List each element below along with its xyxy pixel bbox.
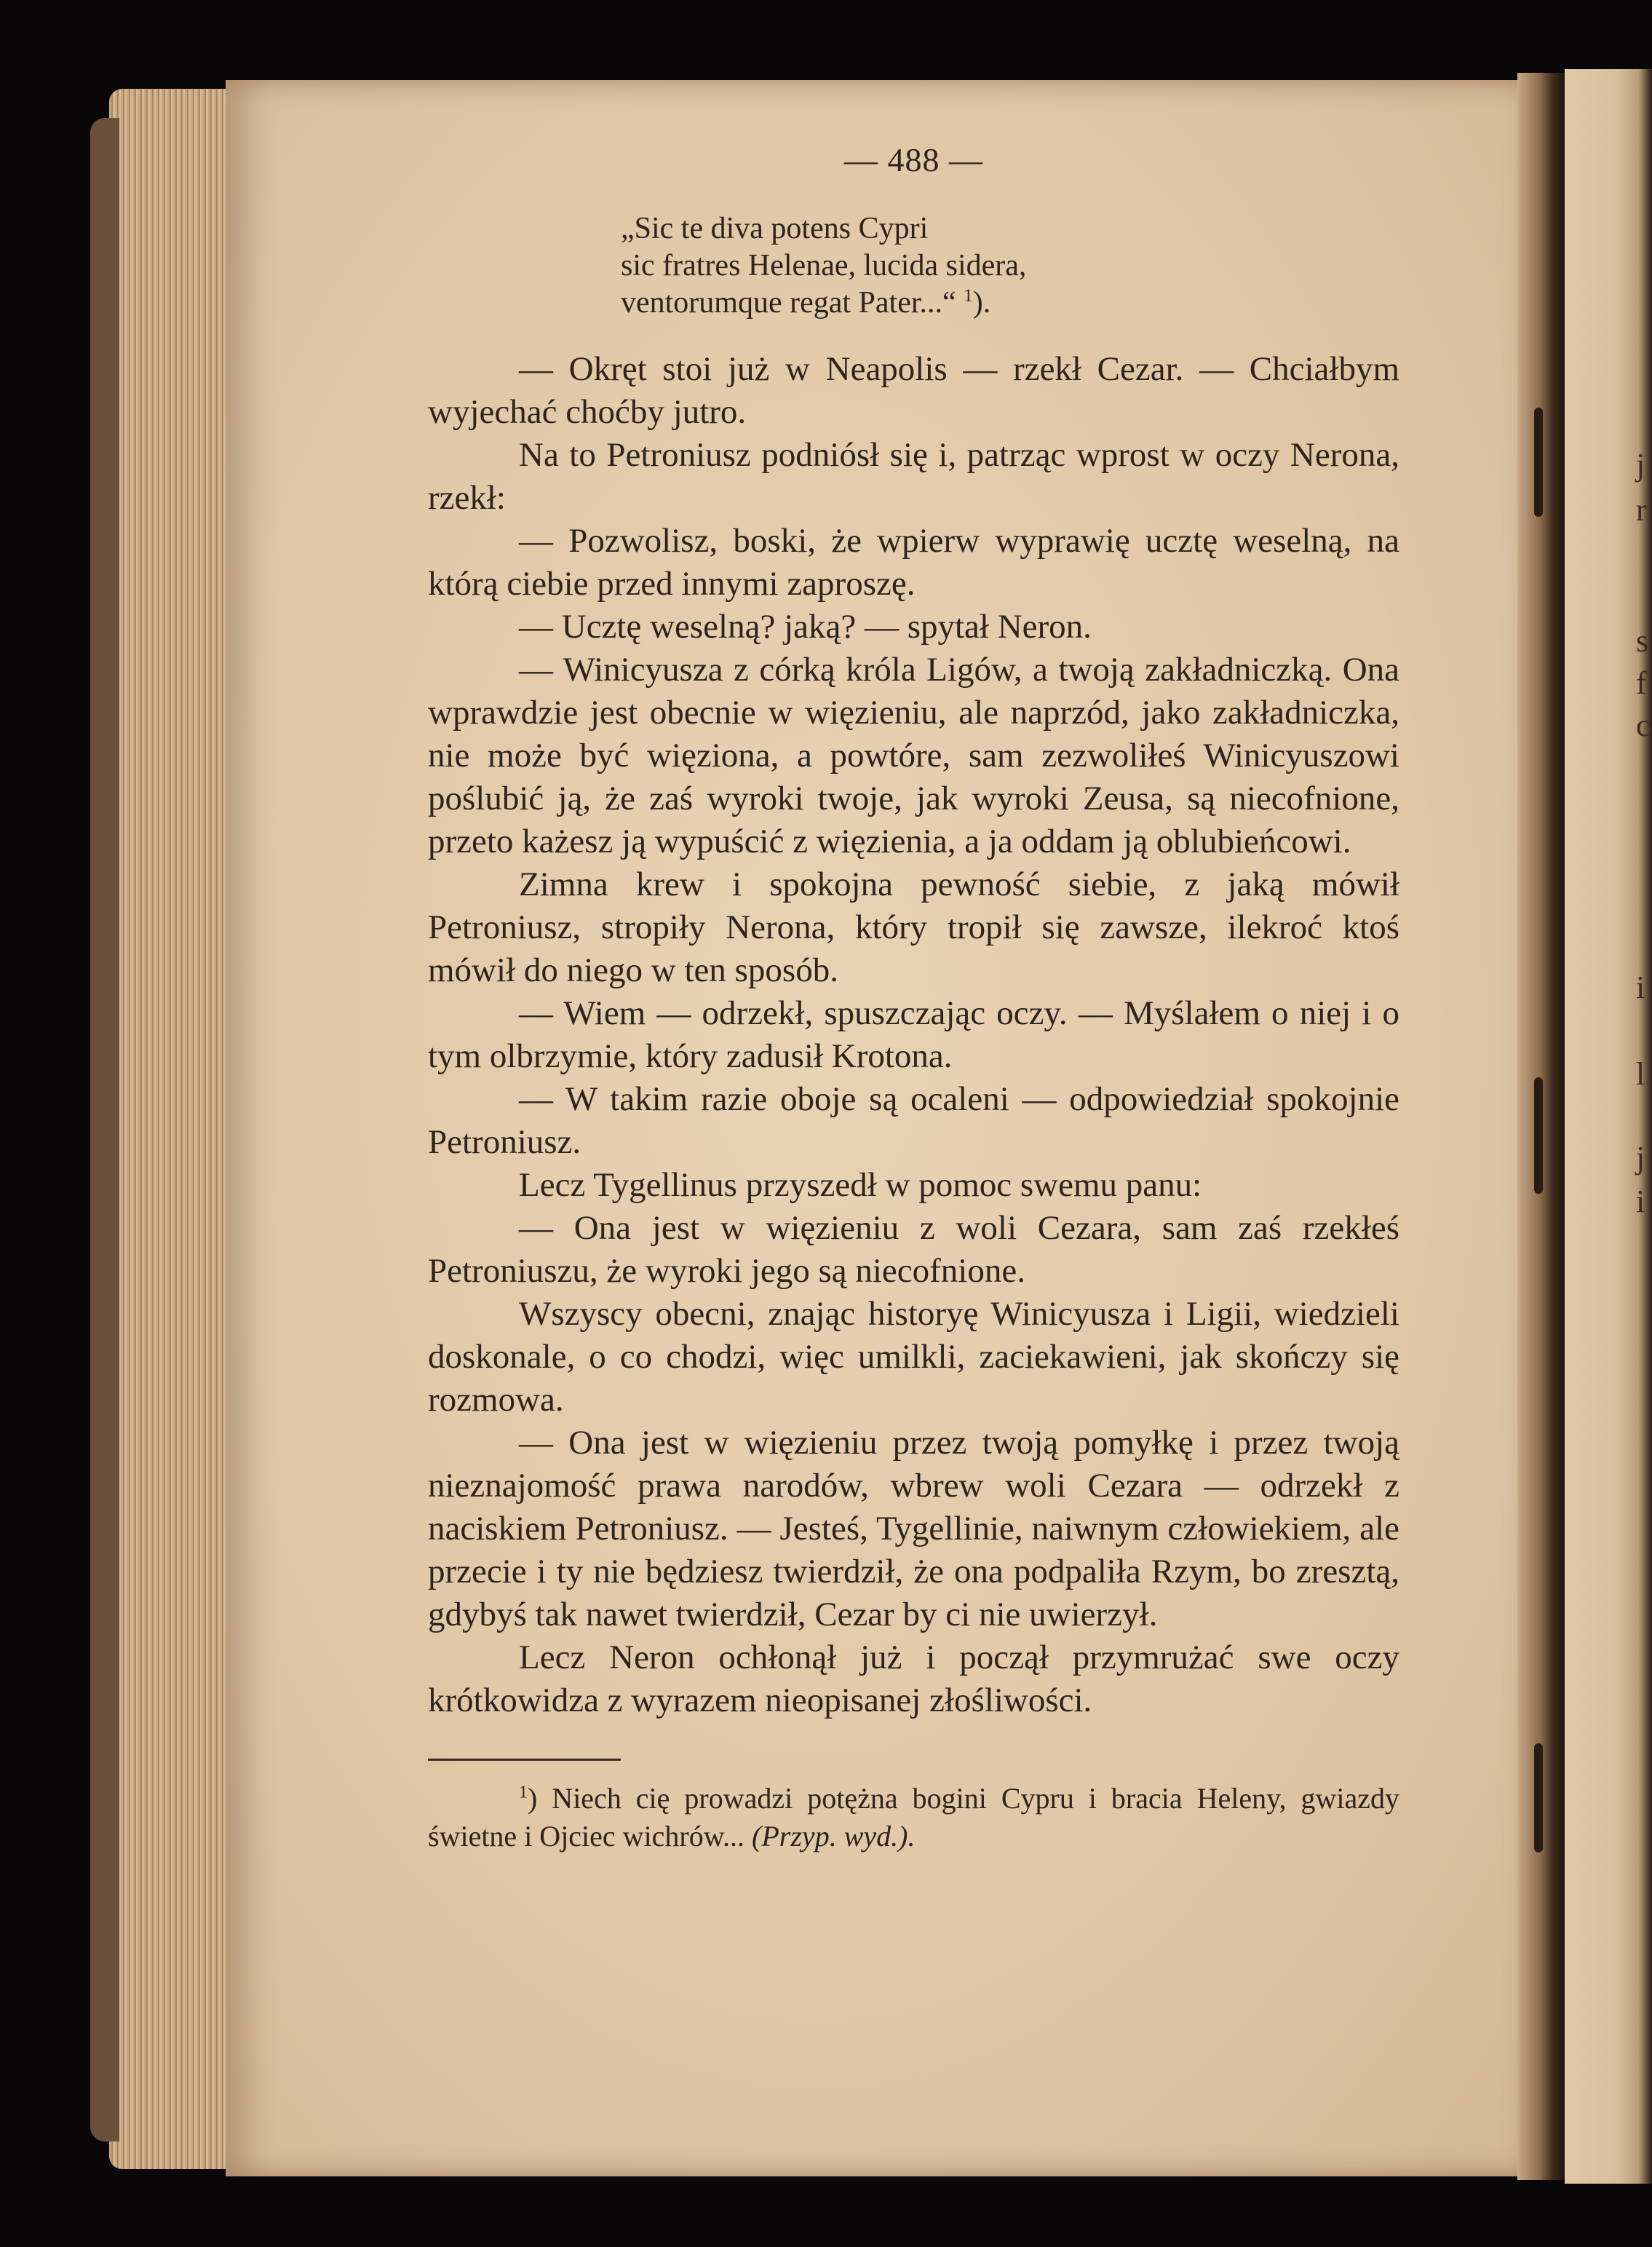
paragraph: — Ucztę weselną? jaką? — spytał Neron. bbox=[519, 608, 1092, 646]
page-number: — 488 — bbox=[844, 141, 983, 178]
footnote-text: ) Niech cię prowadzi potężna bogini Cypru i bracia Heleny, gwiazdy świetne i Ojciec wichrów... bbox=[428, 1782, 1399, 1852]
facing-page-glyph: j bbox=[1636, 1140, 1645, 1176]
facing-page-glyph: r bbox=[1636, 492, 1647, 528]
paragraph: — Pozwolisz, boski, że wpierw wyprawię ucztę weselną, na którą ciebie przed innymi zaproszę. bbox=[428, 522, 1399, 603]
latin-verse bbox=[621, 210, 1399, 322]
footnote-source: (Przyp. wyd.). bbox=[752, 1820, 916, 1852]
footnote-ref-close: ). bbox=[972, 286, 991, 320]
paragraph: Zimna krew i spokojna pewność siebie, z jaką mówił Petroniusz, stropiły Nerona, który tropił się zawsze, ilekroć ktoś mówił do niego w ten sposób. bbox=[428, 865, 1399, 989]
verse-line-text: ventorumque regat Pater...“ bbox=[621, 286, 956, 320]
facing-page-glyph: j bbox=[1636, 447, 1645, 483]
facing-page-glyph: i bbox=[1636, 1184, 1645, 1219]
facing-page-glyph: i bbox=[1636, 970, 1645, 1005]
paragraph: — Wiem — odrzekł, spuszczając oczy. — Myślałem o niej i o tym olbrzymie, który zadusił Krotona. bbox=[428, 994, 1399, 1075]
binding-thread bbox=[1534, 1743, 1543, 1852]
facing-page-glyph: l bbox=[1636, 1056, 1645, 1092]
verse-line bbox=[621, 285, 1399, 322]
paragraph: — Ona jest w więzieniu z woli Cezara, sam zaś rzekłeś Petroniuszu, że wyroki jego są niecofnione. bbox=[428, 1209, 1399, 1290]
footnote-divider bbox=[428, 1759, 621, 1761]
facing-page-glyph: c bbox=[1636, 708, 1651, 743]
paragraph: — W takim razie oboje są ocaleni — odpowiedział spokojnie Petroniusz. bbox=[428, 1080, 1399, 1161]
paragraph: Na to Petroniusz podniósł się i, patrząc wprost w oczy Nerona, rzekł: bbox=[428, 436, 1399, 517]
paragraph: Lecz Neron ochłonął już i począł przymrużać swe oczy krótkowidza z wyrazem nieopisanej złośliwości. bbox=[428, 1638, 1399, 1719]
verse-line: „Sic te diva potens Cypri bbox=[621, 212, 929, 245]
paragraph: — Winicyusza z córką króla Ligów, a twoją zakładniczką. Ona wprawdzie jest obecnie w więzieniu, ale naprzód, jako zakładniczka, nie może być więziona, a powtóre, sam zezwoliłeś Winicyuszowi poślubić ją, że zaś wyroki twoje, jak wyroki Zeusa, są niecofnione, przeto każesz ją wypuścić z więzienia, a ja oddam ją oblubieńcowi. bbox=[428, 651, 1399, 860]
book-gutter bbox=[1517, 73, 1568, 2180]
paragraph: — Okręt stoi już w Neapolis — rzekł Cezar. — Chciałbym wyjechać choćby jutro. bbox=[428, 350, 1399, 431]
footnote-marker: 1 bbox=[519, 1783, 528, 1802]
footnote bbox=[428, 1780, 1399, 1855]
footnote-ref: 1 bbox=[964, 286, 973, 306]
paragraph: Wszyscy obecni, znając historyę Winicyusza i Ligii, wiedzieli doskonale, o co chodzi, więc umilkli, zaciekawieni, jak skończy się rozmowa. bbox=[428, 1295, 1399, 1419]
facing-page-edge bbox=[1565, 69, 1652, 2184]
paragraph: Lecz Tygellinus przyszedł w pomoc swemu panu: bbox=[519, 1166, 1202, 1204]
page-text bbox=[428, 138, 1399, 1855]
binding-thread bbox=[1534, 408, 1543, 517]
paragraph: — Ona jest w więzieniu przez twoją pomyłkę i przez twoją nieznajomość prawa narodów, wbrew woli Cezara — odrzekł z naciskiem Petroniusz. — Jesteś, Tygellinie, naiwnym człowiekiem, ale przecie i ty nie będziesz twierdził, że ona podpaliła Rzym, bo zresztą, gdybyś tak nawet twierdził, Cezar by ci nie uwierzył. bbox=[428, 1424, 1399, 1633]
binding-thread bbox=[1534, 1077, 1543, 1194]
verse-line: sic fratres Helenae, lucida sidera, bbox=[621, 249, 1027, 282]
facing-page-glyph: s bbox=[1636, 623, 1649, 659]
facing-page-glyph: f bbox=[1636, 665, 1647, 701]
